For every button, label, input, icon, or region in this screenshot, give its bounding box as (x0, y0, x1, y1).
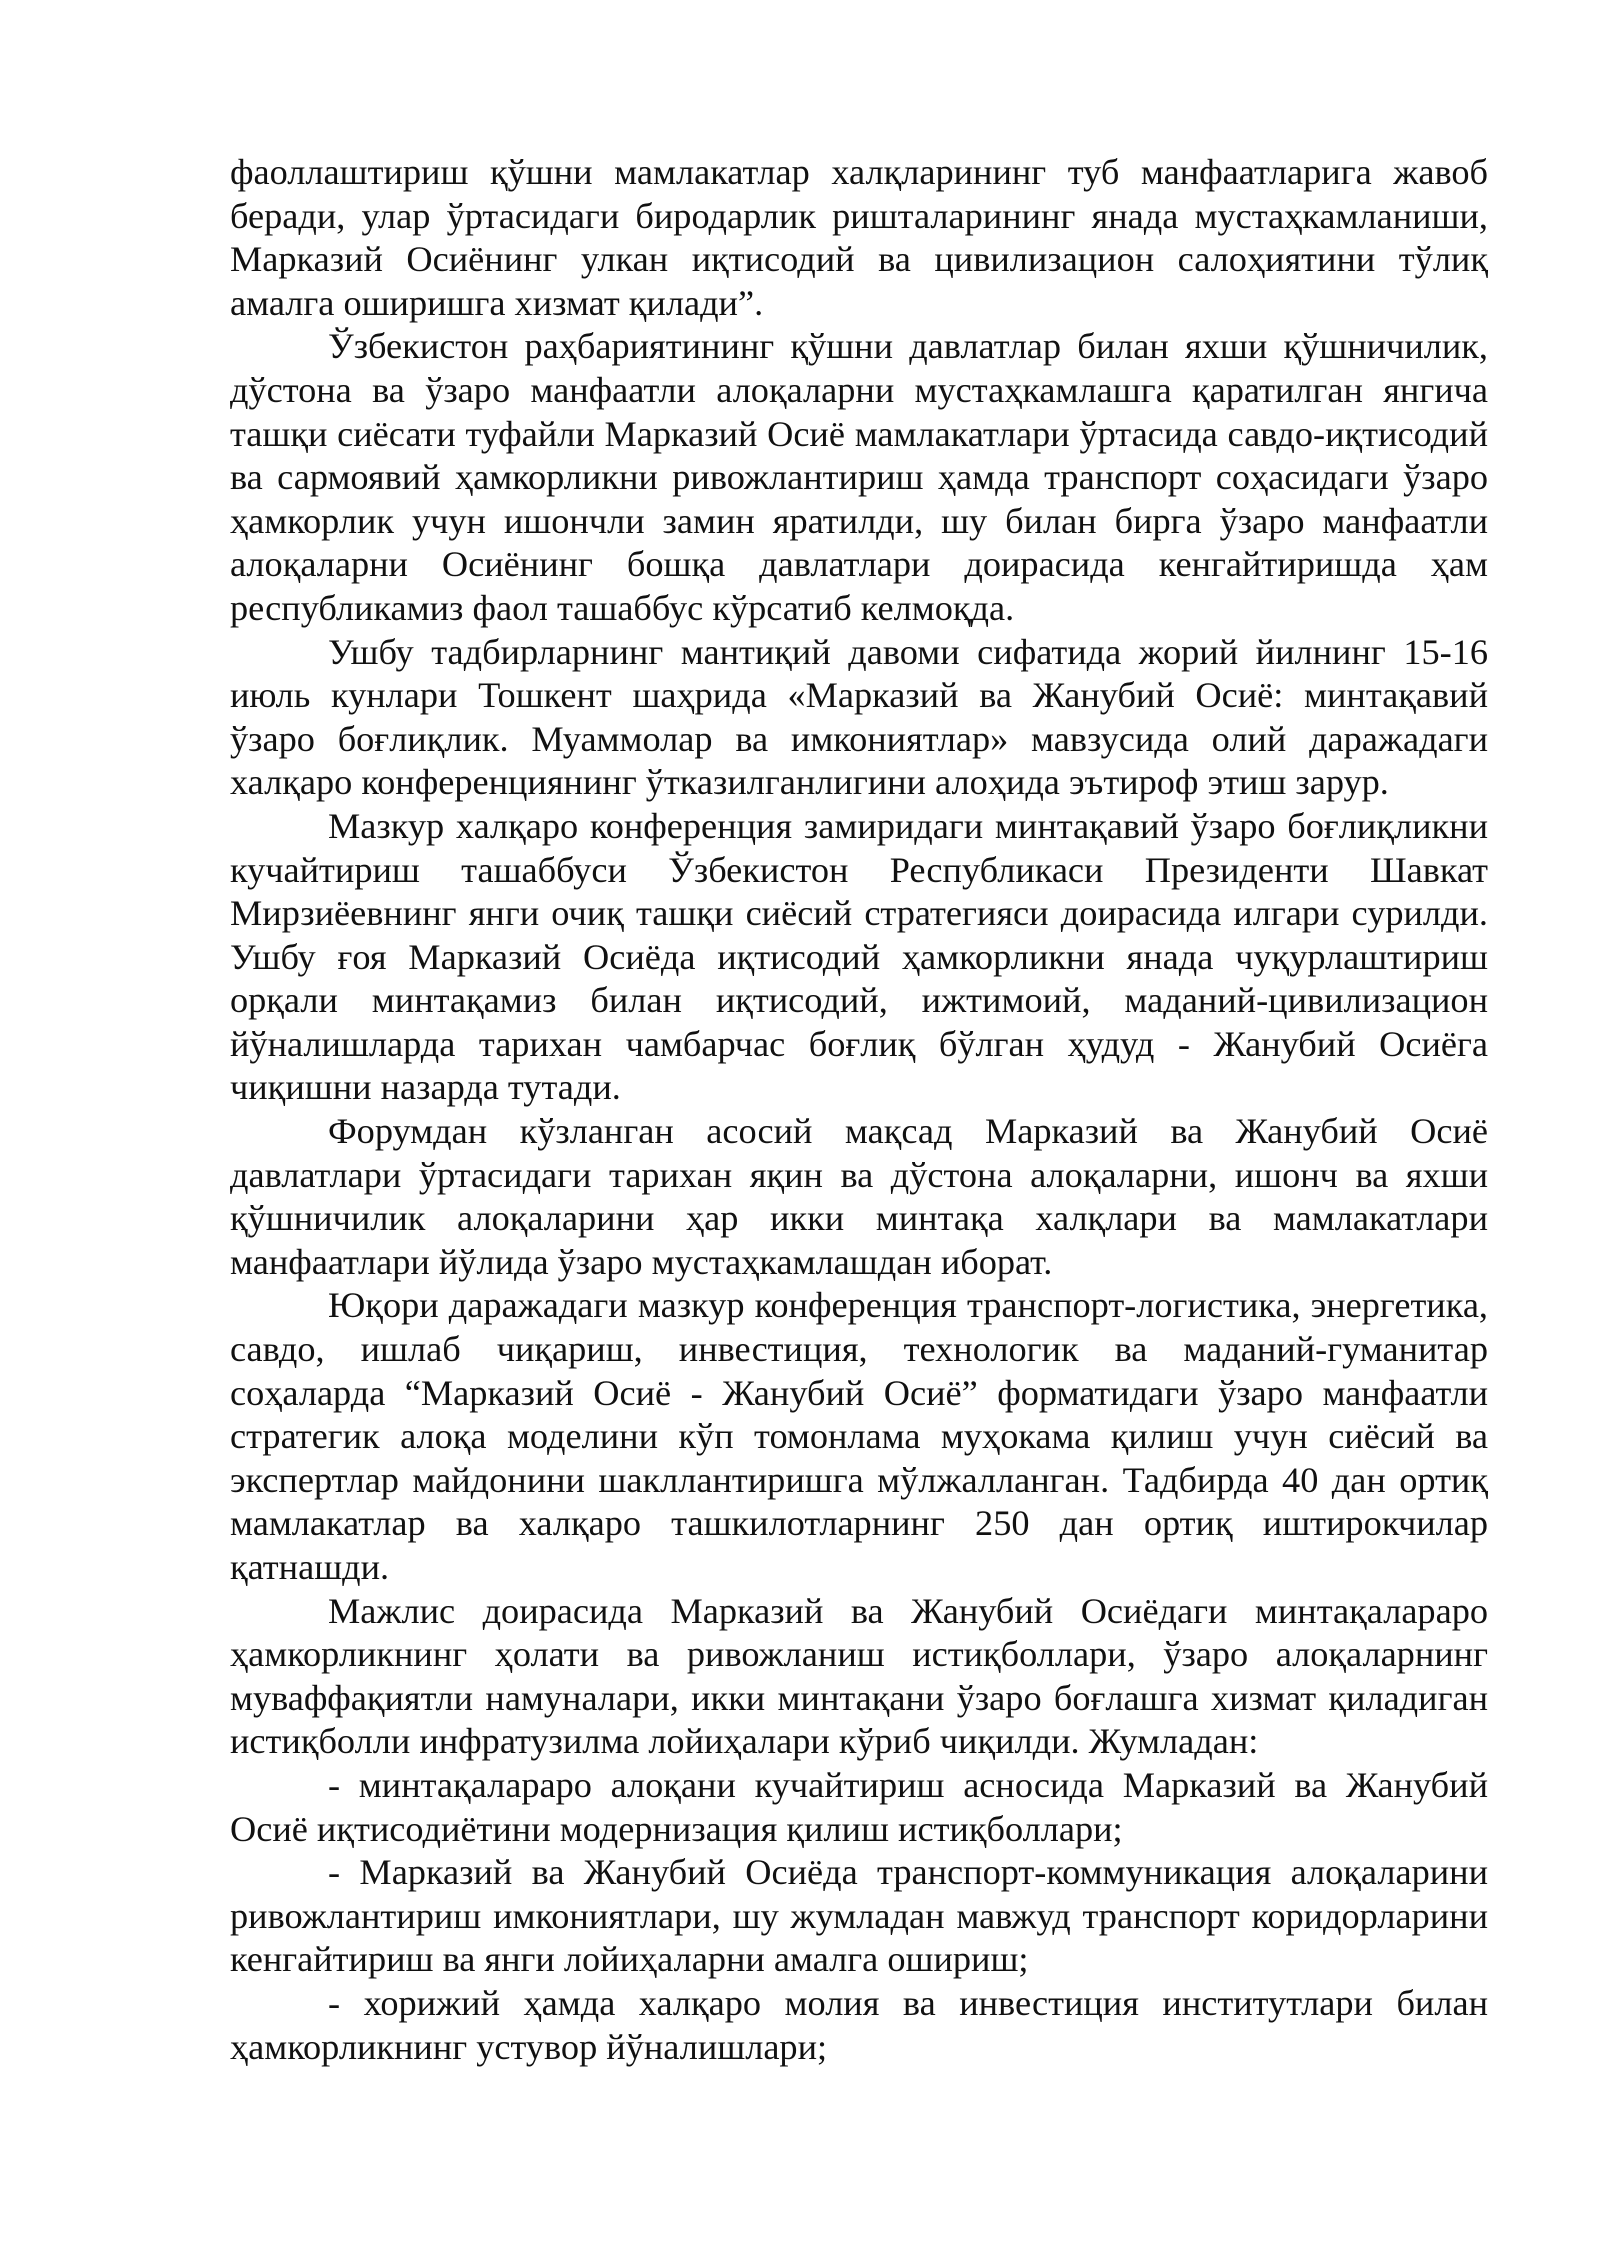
list-item-transport: - Марказий ва Жанубий Осиёда транспорт-коммуникация алоқаларини ривожлантириш имкониятлари, шу жумладан мавжуд транспорт коридорларини кенгайтириш ва янги лойиҳаларни амалга ошириш; (230, 1852, 1488, 1980)
document-body (230, 151, 1488, 2069)
list-item-modernization: - минтақалараро алоқани кучайтириш асносида Марказий ва Жанубий Осиё иқтисодиётини модернизация қилиш истиқболлари; (230, 1764, 1488, 1849)
paragraph-continuation: фаоллаштириш қўшни мамлакатлар халқларининг туб манфаатларига жавоб беради, улар ўртасидаги биродарлик ришталарининг янада мустаҳкамланиши, Марказий Осиёнинг улкан иқтисодий ва цивилизацион салоҳиятини тўлиқ амалга оширишга хизмат қилади”. (230, 152, 1488, 323)
paragraph-connectivity-initiative: Мазкур халқаро конференция замиридаги минтақавий ўзаро боғлиқликни кучайтириш ташаббуси Ўзбекистон Республикаси Президенти Шавкат Мирзиёевнинг янги очиқ ташқи сиёсий стратегияси доирасида илгари сурилди. Ушбу ғоя Марказий Осиёда иқтисодий ҳамкорликни янада чуқурлаштириш орқали минтақамиз билан иқтисодий, ижтимоий, маданий-цивилизацион йўналишларда тарихан чамбарчас боғлиқ бўлган ҳудуд - Жанубий Осиёга чиқишни назарда тутади. (230, 805, 1488, 1108)
paragraph-session-topics: Мажлис доирасида Марказий ва Жанубий Осиёдаги минтақалараро ҳамкорликнинг ҳолати ва ривожланиш истиқболлари, ўзаро алоқаларнинг муваффақиятли намуналари, икки минтақани ўзаро боғлашга хизмат қиладиган истиқболли инфратузилма лойиҳалари кўриб чиқилди. Жумладан: (230, 1590, 1488, 1762)
paragraph-forum-goal: Форумдан кўзланган асосий мақсад Марказий ва Жанубий Осиё давлатлари ўртасидаги тарихан яқин ва дўстона алоқаларни, ишонч ва яхши қўшничилик алоқаларини ҳар икки минтақа халқлари ва мамлакатлари манфаатлари йўлида ўзаро мустаҳкамлашдан иборат. (230, 1111, 1488, 1282)
paragraph-uzbekistan-policy: Ўзбекистон раҳбариятининг қўшни давлатлар билан яхши қўшничилик, дўстона ва ўзаро манфаатли алоқаларни мустаҳкамлашга қаратилган янгича ташқи сиёсати туфайли Марказий Осиё мамлакатлари ўртасида савдо-иқтисодий ва сармоявий ҳамкорликни ривожлантириш ҳамда транспорт соҳасидаги ўзаро ҳамкорлик учун ишончли замин яратилди, шу билан бирга ўзаро манфаатли алоқаларни Осиёнинг бошқа давлатлари доирасида кенгайтиришда ҳам республикамиз фаол ташаббус кўрсатиб келмоқда. (230, 326, 1488, 628)
list-item-finance-cooperation: - хорижий ҳамда халқаро молия ва инвестиция институтлари билан ҳамкорликнинг устувор йўналишлари; (230, 1982, 1488, 2067)
paragraph-conference-scope: Юқори даражадаги мазкур конференция транспорт-логистика, энергетика, савдо, ишлаб чиқариш, инвестиция, технологик ва маданий-гуманитар соҳаларда “Марказий Осиё - Жанубий Осиё” форматидаги ўзаро манфаатли стратегик алоқа моделини кўп томонлама муҳокама қилиш учун сиёсий ва экспертлар майдонини шакллантиришга мўлжалланган. Тадбирда 40 дан ортиқ мамлакатлар ва халқаро ташкилотларнинг 250 дан ортиқ иштирокчилар қатнашди. (230, 1285, 1488, 1587)
paragraph-tashkent-conference: Ушбу тадбирларнинг мантиқий давоми сифатида жорий йилнинг 15-16 июль кунлари Тошкент шаҳрида «Марказий ва Жанубий Осиё: минтақавий ўзаро боғлиқлик. Муаммолар ва имкониятлар» мавзусида олий даражадаги халқаро конференциянинг ўтказилганлигини алоҳида эътироф этиш зарур. (230, 631, 1488, 803)
